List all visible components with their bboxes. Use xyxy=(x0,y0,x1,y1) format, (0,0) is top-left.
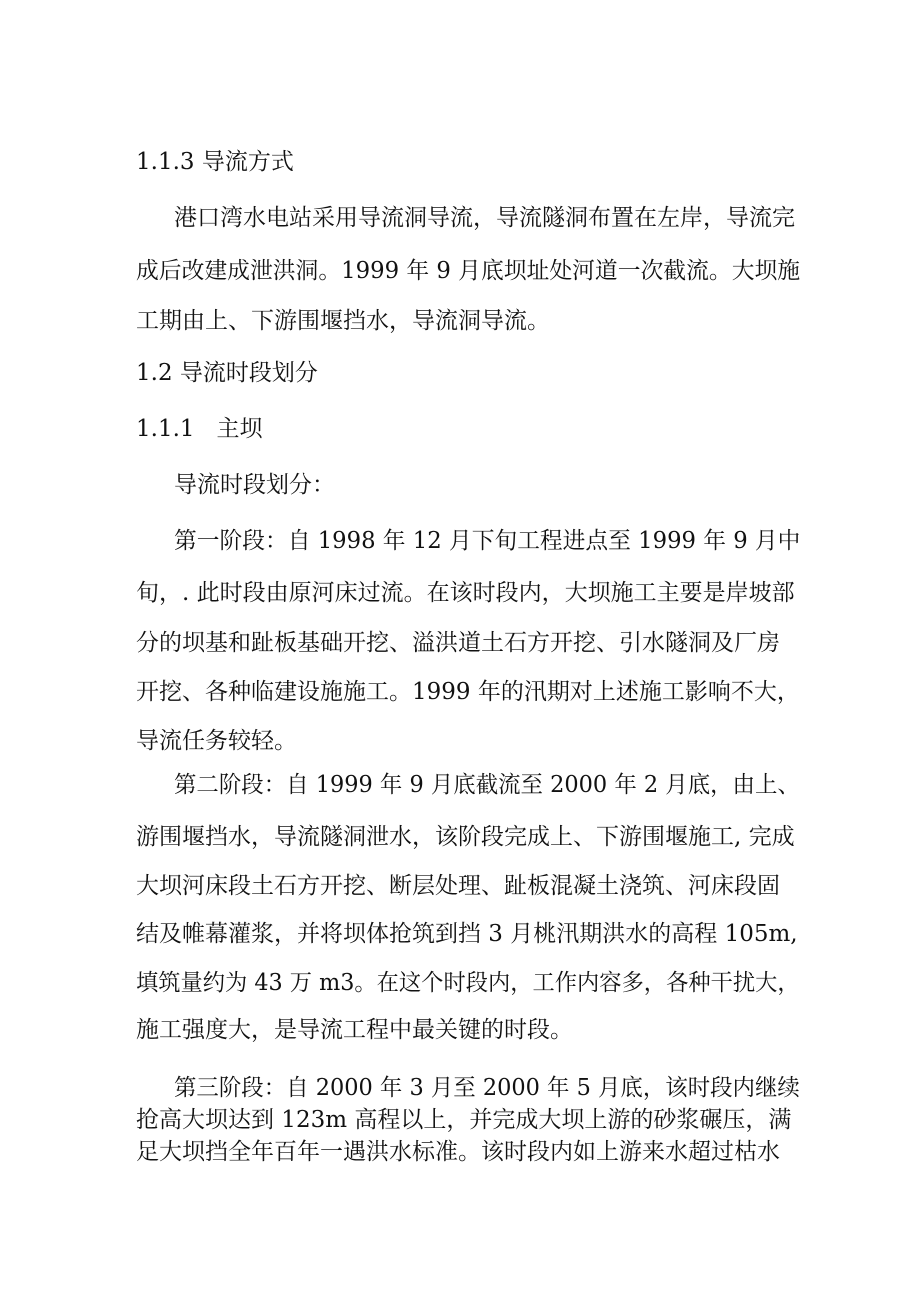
stage-3-line: 足大坝挡全年百年一遇洪水标准。该时段内如上游来水超过枯水 xyxy=(136,1139,780,1165)
section-heading-1-1-3: 1.1.3 导流方式 xyxy=(136,149,294,175)
paragraph-line: 成后改建成泄洪洞。1999 年 9 月底坝址处河道一次截流。大坝施 xyxy=(136,258,801,284)
stage-2-line: 结及帷幕灌浆，并将坝体抢筑到挡 3 月桃汛期洪水的高程 105m, xyxy=(136,921,798,947)
stage-1-line: 第一阶段：自 1998 年 12 月下旬工程进点至 1999 年 9 月中 xyxy=(174,528,801,554)
stage-3-line: 抢高大坝达到 123m 高程以上，并完成大坝上游的砂浆碾压，满 xyxy=(136,1107,792,1133)
section-heading-1-2: 1.2 导流时段划分 xyxy=(136,360,318,386)
stage-1-line: 旬，. 此时段由原河床过流。在该时段内，大坝施工主要是岸坡部 xyxy=(136,580,795,606)
intro-line: 导流时段划分： xyxy=(174,472,335,498)
stage-1-line: 导流任务较轻。 xyxy=(136,728,297,754)
section-heading-1-1-1: 1.1.1 主坝 xyxy=(136,416,263,442)
stage-2-line: 第二阶段：自 1999 年 9 月底截流至 2000 年 2 月底，由上、 xyxy=(174,772,800,798)
stage-3-line: 第三阶段：自 2000 年 3 月至 2000 年 5 月底，该时段内继续 xyxy=(174,1075,800,1101)
stage-2-line: 游围堰挡水，导流隧洞泄水，该阶段完成上、下游围堰施工, 完成 xyxy=(136,824,795,850)
stage-1-line: 分的坝基和趾板基础开挖、溢洪道土石方开挖、引水隧洞及厂房 xyxy=(136,630,780,656)
stage-2-line: 施工强度大，是导流工程中最关键的时段。 xyxy=(136,1017,573,1043)
paragraph-line: 工期由上、下游围堰挡水，导流洞导流。 xyxy=(136,308,550,334)
stage-2-line: 填筑量约为 43 万 m3。在这个时段内，工作内容多，各种干扰大， xyxy=(136,970,800,996)
stage-1-line: 开挖、各种临建设施施工。1999 年的汛期对上述施工影响不大， xyxy=(136,679,800,705)
stage-2-line: 大坝河床段土石方开挖、断层处理、趾板混凝土浇筑、河床段固 xyxy=(136,873,780,899)
paragraph-line: 港口湾水电站采用导流洞导流，导流隧洞布置在左岸，导流完 xyxy=(174,205,795,231)
